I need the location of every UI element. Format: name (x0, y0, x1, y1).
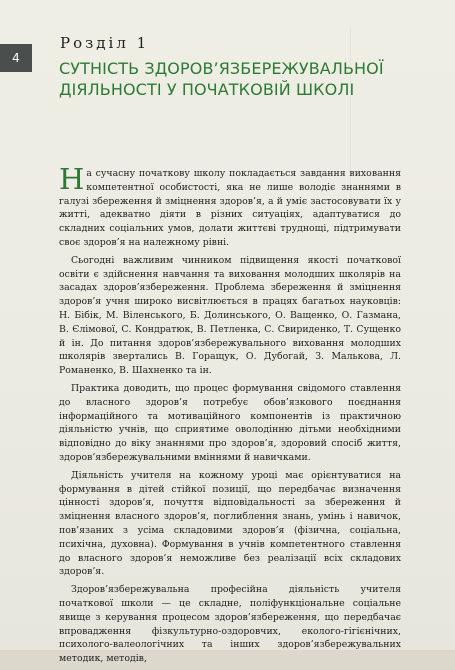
paragraph-text: Практика доводить, що процес формування свідомого ставлення до власного здоров’я потребує обов’язкового поєднання інформаційного та мотиваційного компонентів із практичною діяльністю учнів, що сприятиме оволодінню дітьми необхідними відповідно до віку знаннями про здоров’я, здоровий спосіб життя, здоров’язбережувальними вміннями й навичками. (59, 382, 401, 463)
section-label: Розділ 1 (60, 34, 150, 52)
paragraph-text: а сучасну початкову школу покладається завдання виховання компетентної особистості, яка не лише володіє знаннями в галузі збереження й зміцнення здоров’я, а й уміє застосовувати їх у житті, адекватно діяти в різних ситуаціях, адаптуватися до складних соціальних умов, долати життєві труднощі, підтримувати своє здоров’я на належному рівні. (59, 168, 401, 248)
paragraph (59, 254, 401, 378)
paragraph-text: Сьогодні важливим чинником підвищення якості початкової освіти є здійснення навчання та виховання молодших школярів на засадах здоров’язбереження. Проблема збереження й зміцнення здоров’я учня широко висвітлюється в працях багатьох науковців: Н. Бібік, М. Віленського, Б. Долинського, О. Ващенко, О. Газмана, В. Єлімової, С. Кондратюк, В. Петленка, С. Свириденко, Т. Сущенко й ін. До питання здоров’язбережувального виховання молодших школярів звертались В. Горащук, О. Дубогай, З. Малькова, Л. Романенко, В. Шахненко та ін. (59, 254, 401, 377)
paragraph-text: Діяльність учителя на кожному уроці має орієнтуватися на формування в дітей стійкої позиції, що передбачає визначення цінності здоров’я, почуття відповідальності за збереження й зміцнення власного здоров’я, поглиблення знань, умінь і навичок, пов’язаних з усіма складовими здоров’я (фізична, соціальна, психічна, духовна). Формування в учнів компетентного ставлення до власного здоров’я неможливе без реалізації всіх складових здоров’я. (59, 469, 401, 578)
paragraph (59, 469, 401, 579)
paragraph (59, 583, 401, 666)
drop-cap: Н (59, 162, 85, 196)
page-number: 4 (12, 51, 20, 65)
body-text (59, 162, 401, 670)
chapter-title: СУТНІСТЬ ЗДОРОВ’ЯЗБЕРЕЖУВАЛЬНОЇ ДІЯЛЬНОСТІ У ПОЧАТКОВІЙ ШКОЛІ (59, 59, 384, 99)
paragraph (59, 382, 401, 465)
paragraph (59, 162, 401, 250)
paragraph-text: Здоров’язбережувальна професійна діяльність учителя початкової школи — це складне, поліфункціональне соціальне явище з керування процесом здоров’язбереження, що передбачає впровадження фізкультурно-оздоровчих, еколого-гігієнічних, психолого-валеологічних та інших здоров’язбережувальних методик, методів, (59, 584, 401, 665)
page-number-tab (0, 44, 32, 72)
